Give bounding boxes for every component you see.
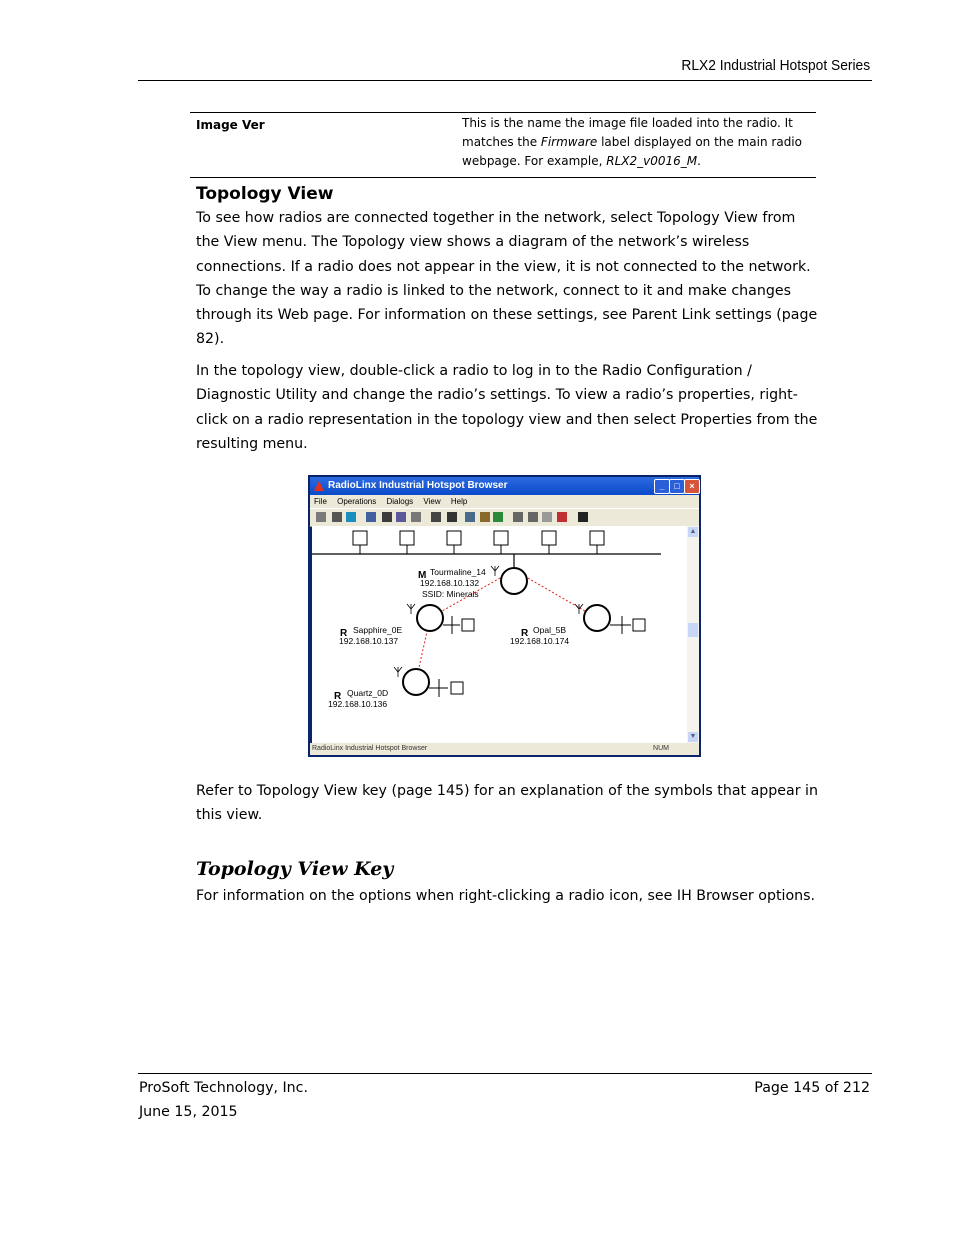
menu-view[interactable]: View	[423, 497, 441, 506]
toolbar	[310, 508, 699, 527]
antenna-icon	[575, 604, 583, 614]
host-box	[590, 531, 604, 545]
menu-help[interactable]: Help	[450, 497, 468, 506]
zoom-out-icon[interactable]	[513, 512, 523, 522]
paragraph-4: For information on the options when right-clicking a radio icon, see IH Browser options.	[196, 888, 816, 904]
antenna-icon	[407, 604, 415, 614]
minimize-icon[interactable]: _	[654, 479, 670, 494]
host-box	[353, 531, 367, 545]
footer-left	[139, 1076, 308, 1124]
menu-operations[interactable]: Operations	[337, 497, 377, 506]
def-desc-text-2: label displayed on the main radio webpage. For example,	[462, 135, 802, 168]
def-desc-text-1: This is the name the image file loaded into the radio. It matches the	[462, 116, 793, 149]
binoculars-icon[interactable]	[316, 512, 326, 522]
antenna-icon	[394, 667, 402, 677]
radio-ip-sapphire: 192.168.10.137	[339, 636, 399, 646]
maximize-icon[interactable]: □	[669, 479, 685, 494]
paragraph-2: In the topology view, double-click a radio to log in to the Radio Configuration / Diagnostic Utility and change the radio’s settings. To view a radio’s properties, right-click on a radio representation in the topology view and then select Properties from the resulting menu.	[196, 363, 818, 452]
scroll-down-icon[interactable]: ▼	[689, 733, 697, 740]
footer-date: June 15, 2015	[139, 1104, 238, 1120]
menu-dialogs[interactable]: Dialogs	[386, 497, 414, 506]
footer-company: ProSoft Technology, Inc.	[139, 1080, 308, 1096]
radio-role-master: M	[418, 570, 427, 581]
app-icon	[314, 481, 324, 491]
wand-icon[interactable]	[332, 512, 342, 522]
host-box	[542, 531, 556, 545]
radio-circle-sapphire	[417, 605, 443, 631]
def-term: Image Ver	[196, 118, 265, 132]
menu-bar	[310, 495, 699, 508]
monitor-icon[interactable]	[465, 512, 475, 522]
scroll-thumb[interactable]	[688, 623, 698, 637]
document-icon[interactable]	[557, 512, 567, 522]
radio-role-quartz: R	[334, 691, 342, 702]
browser-screenshot	[308, 475, 701, 757]
link-icon[interactable]	[366, 512, 376, 522]
def-desc-emphasis-1: Firmware	[540, 135, 598, 149]
radio-name-sapphire: Sapphire_0E	[353, 625, 403, 635]
definition-table	[190, 112, 816, 178]
paragraph-1: To see how radios are connected together in the network, select Topology View from the View menu. The Topology view shows a diagram of the network’s wireless connections. If a radio does not appear in the view, it is not connected to the network. To change the way a radio is linked to the network, connect to it and make changes through its Web page. For information on these settings, see Parent Link settings (page 82).	[196, 210, 818, 348]
radio-role-sapphire: R	[340, 628, 348, 639]
client-device	[443, 616, 474, 634]
fit-icon[interactable]	[542, 512, 552, 522]
menu-file[interactable]: File	[314, 497, 327, 506]
header-rule	[138, 80, 872, 81]
window-titlebar	[310, 477, 699, 495]
radio-ip-opal: 192.168.10.174	[510, 636, 570, 646]
radio-name-opal: Opal_5B	[533, 625, 567, 635]
radio-ip-quartz: 192.168.10.136	[328, 699, 388, 709]
radio-name-quartz: Quartz_0D	[347, 688, 389, 698]
footer-rule	[138, 1073, 872, 1074]
radio-name-master: Tourmaline_14	[430, 567, 486, 577]
host-box	[447, 531, 461, 545]
subsection-heading: Topology View Key	[196, 858, 394, 880]
section-heading: Topology View	[196, 184, 334, 204]
tree-icon[interactable]	[382, 512, 392, 522]
topology-canvas	[312, 526, 687, 743]
paragraph-3: Refer to Topology View key (page 145) for an explanation of the symbols that appear in this view.	[196, 783, 818, 824]
def-description	[462, 114, 807, 171]
radio-ssid-master: SSID: Minerals	[422, 589, 479, 599]
antenna-icon	[491, 566, 499, 576]
footer-page-number: Page 145 of 212	[754, 1080, 870, 1096]
globe-icon[interactable]	[346, 512, 356, 522]
backbone-hosts	[353, 531, 604, 554]
status-bar	[310, 743, 699, 755]
vertical-scrollbar[interactable]	[687, 526, 699, 743]
client-device	[610, 616, 645, 634]
close-icon[interactable]: ×	[684, 479, 700, 494]
window-title: RadioLinx Industrial Hotspot Browser	[328, 480, 508, 491]
client-device	[429, 679, 463, 697]
status-num: NUM	[653, 745, 669, 752]
zoom-in-icon[interactable]	[528, 512, 538, 522]
list-icon[interactable]	[431, 512, 441, 522]
topology-diagram	[312, 526, 687, 743]
chart-icon[interactable]	[480, 512, 490, 522]
help-icon[interactable]	[578, 512, 588, 522]
radio-circle-master	[501, 568, 527, 594]
def-desc-text-3: .	[697, 154, 701, 168]
radio-circle-opal	[584, 605, 610, 631]
host-box	[400, 531, 414, 545]
users-icon[interactable]	[493, 512, 503, 522]
radio-role-opal: R	[521, 628, 529, 639]
topology-icon[interactable]	[447, 512, 457, 522]
radio-circle-quartz	[403, 669, 429, 695]
host-box	[494, 531, 508, 545]
scroll-up-icon[interactable]: ▲	[689, 528, 697, 535]
copy-icon[interactable]	[396, 512, 406, 522]
status-text: RadioLinx Industrial Hotspot Browser	[312, 745, 428, 752]
radio-ip-master: 192.168.10.132	[420, 578, 480, 588]
def-desc-emphasis-2: RLX2_v0016_M	[606, 154, 698, 168]
properties-icon[interactable]	[411, 512, 421, 522]
running-header: RLX2 Industrial Hotspot Series	[681, 57, 870, 74]
